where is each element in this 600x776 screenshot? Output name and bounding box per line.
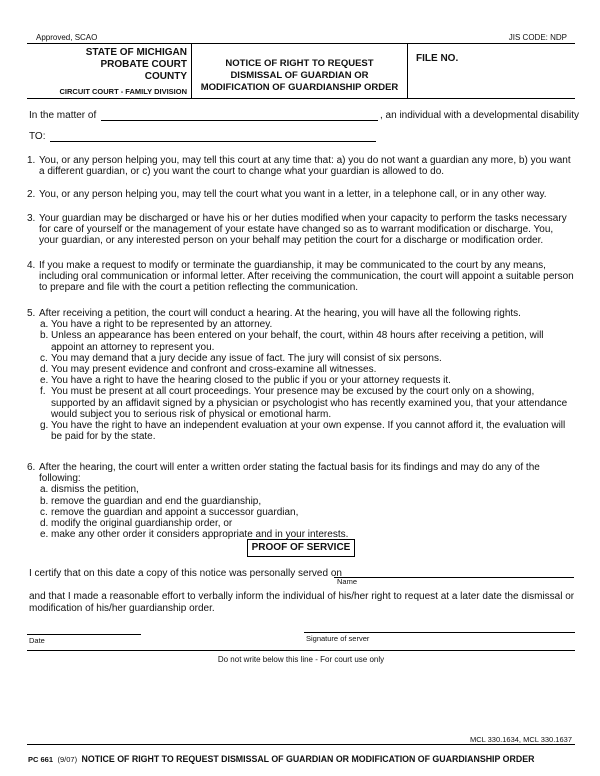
sub-text: You may present evidence and confront and cross-examine all witnesses. bbox=[51, 364, 377, 376]
item-5-sub-d bbox=[40, 364, 575, 376]
form-id: PC 661 bbox=[28, 755, 54, 764]
sub-letter: g. bbox=[40, 420, 49, 432]
item-5-sub-e bbox=[40, 375, 575, 387]
item-3-text: Your guardian may be discharged or have his or her duties modified when your capacity to perform the tasks necessary for care of yourself or the management of your estate have changed so as to warrant modification or discharge. You, your guardian, or any interested person on your behalf may petition the court for a discharge or modification order. bbox=[39, 213, 567, 247]
effort-text: and that I made a reasonable effort to verbally inform the individual of his/her right to request at a later date the dismissal or modification of his/her guardianship order. bbox=[29, 591, 575, 614]
item-6-sub-c bbox=[40, 506, 575, 518]
sub-letter: e. bbox=[40, 529, 49, 541]
item-4 bbox=[27, 260, 575, 294]
item-5-number: 5. bbox=[27, 308, 36, 319]
file-no-label: FILE NO. bbox=[416, 53, 459, 64]
sub-text: You must be present at all court proceedings. Your presence may be excused by the court only on a showing, supported by an affidavit signed by a physician or psychologist who has recently examined you, that your attendance would subject you to serious risk of physical or emotional harm. bbox=[51, 386, 568, 420]
item-6-text: After the hearing, the court will enter a written order stating the factual basis for its findings and may do any of the following: bbox=[39, 462, 540, 485]
sub-letter: b. bbox=[40, 330, 49, 342]
item-5-text: After receiving a petition, the court will conduct a hearing. At the hearing, you will have all the following rights. bbox=[39, 308, 521, 319]
sub-letter: c. bbox=[40, 506, 48, 518]
item-6-sub-b bbox=[40, 495, 575, 507]
header-bottom-rule bbox=[27, 98, 575, 99]
date-field[interactable] bbox=[27, 624, 141, 635]
item-3-number: 3. bbox=[27, 213, 36, 224]
signature-caption: Signature of server bbox=[306, 634, 370, 643]
approved-label: Approved, SCAO bbox=[36, 33, 98, 42]
sub-letter: e. bbox=[40, 375, 49, 387]
sub-letter: b. bbox=[40, 495, 49, 507]
item-3 bbox=[27, 213, 575, 247]
sub-text: dismiss the petition, bbox=[51, 484, 139, 496]
sub-letter: c. bbox=[40, 352, 48, 364]
header-divider-right bbox=[407, 44, 408, 99]
sub-text: make any other order it considers appropriate and in your interests. bbox=[51, 529, 349, 541]
signature-field[interactable] bbox=[304, 624, 575, 633]
form-title-line1: NOTICE OF RIGHT TO REQUEST bbox=[225, 58, 374, 69]
item-4-number: 4. bbox=[27, 260, 36, 271]
sub-letter: d. bbox=[40, 364, 49, 376]
court-circuit: CIRCUIT COURT - FAMILY DIVISION bbox=[59, 87, 187, 96]
footer-form-line bbox=[28, 749, 534, 767]
sub-text: modify the original guardianship order, or bbox=[51, 518, 233, 530]
item-4-text: If you make a request to modify or terminate the guardianship, it may be communicated to the court by any means, including oral communication or informal letter. After receiving the communication, the court will appoint a suitable person to prepare and file with the court a petition reflecting the communication. bbox=[39, 260, 574, 294]
sub-letter: f. bbox=[40, 386, 46, 398]
item-1-number: 1. bbox=[27, 155, 36, 166]
item-1-text: You, or any person helping you, may tell this court at any time that: a) you do not want a guardian any more, b) you want a different guardian, or c) you want the court to change what your guardian is allowed to do. bbox=[39, 155, 571, 178]
header-top-rule bbox=[27, 43, 575, 44]
sub-text: You have a right to be represented by an attorney. bbox=[51, 319, 273, 331]
file-no-field[interactable] bbox=[410, 66, 572, 94]
sub-text: Unless an appearance has been entered on your behalf, the court, within 48 hours after receiving a petition, will appoint an attorney to represent you. bbox=[51, 330, 544, 353]
name-caption: Name bbox=[337, 577, 358, 586]
jis-code-label: JIS CODE: NDP bbox=[508, 33, 567, 42]
form-title-block bbox=[192, 58, 407, 94]
form-title-line2: DISMISSAL OF GUARDIAN OR bbox=[230, 70, 369, 81]
item-2 bbox=[27, 189, 575, 200]
sub-text: remove the guardian and end the guardianship, bbox=[51, 495, 262, 507]
form-date: (9/07) bbox=[57, 755, 78, 764]
sub-letter: a. bbox=[40, 484, 49, 496]
item-5-sub-b bbox=[40, 330, 575, 353]
item-6-number: 6. bbox=[27, 462, 36, 473]
item-5 bbox=[27, 308, 575, 442]
item-6-sub-d bbox=[40, 518, 575, 530]
item-2-text: You, or any person helping you, may tell the court what you want in a letter, in a telephone call, or in any other way. bbox=[39, 189, 547, 200]
sub-text: You have a right to have the hearing closed to the public if you or your attorney requests it. bbox=[51, 375, 451, 387]
item-5-sub-g bbox=[40, 420, 575, 443]
item-1 bbox=[27, 155, 575, 177]
item-5-sub-a bbox=[40, 319, 575, 331]
sub-letter: d. bbox=[40, 518, 49, 530]
court-county: COUNTY bbox=[144, 71, 187, 82]
sub-letter: a. bbox=[40, 319, 49, 331]
sub-text: You have the right to have an independent evaluation at your own expense. If you cannot afford it, the evaluation will be paid for by the state. bbox=[51, 420, 566, 443]
sub-text: You may demand that a jury decide any issue of fact. The jury will consist of six persons. bbox=[51, 352, 442, 364]
to-field[interactable] bbox=[50, 129, 376, 142]
item-6-sub-a bbox=[40, 484, 575, 496]
certify-text: I certify that on this date a copy of this notice was personally served on bbox=[29, 568, 342, 579]
served-name-field[interactable] bbox=[334, 566, 574, 578]
form-title-line3: MODIFICATION OF GUARDIANSHIP ORDER bbox=[200, 82, 399, 93]
court-probate: PROBATE COURT bbox=[100, 59, 187, 70]
footer-rule bbox=[27, 744, 575, 745]
proof-of-service-title: PROOF OF SERVICE bbox=[247, 539, 355, 557]
date-caption: Date bbox=[29, 636, 45, 645]
item-5-sub-c bbox=[40, 352, 575, 364]
court-block bbox=[27, 47, 187, 98]
sub-text: remove the guardian and appoint a successor guardian, bbox=[51, 506, 299, 518]
item-5-sub-f bbox=[40, 386, 575, 420]
court-use-note: Do not write below this line - For court use only bbox=[217, 655, 385, 664]
item-6 bbox=[27, 462, 575, 540]
matter-label: In the matter of bbox=[29, 110, 97, 121]
item-2-number: 2. bbox=[27, 189, 36, 200]
matter-suffix: , an individual with a developmental disability bbox=[380, 110, 580, 121]
item-5-list bbox=[40, 319, 575, 443]
mcl-citation: MCL 330.1634, MCL 330.1637 bbox=[469, 735, 572, 744]
footer-form-title: NOTICE OF RIGHT TO REQUEST DISMISSAL OF GUARDIAN OR MODIFICATION OF GUARDIANSHIP ORDER bbox=[81, 754, 535, 764]
matter-name-field[interactable] bbox=[101, 108, 378, 121]
court-state: STATE OF MICHIGAN bbox=[85, 47, 187, 58]
court-use-rule bbox=[27, 650, 575, 651]
item-6-list bbox=[40, 484, 575, 541]
to-label: TO: bbox=[29, 131, 46, 142]
